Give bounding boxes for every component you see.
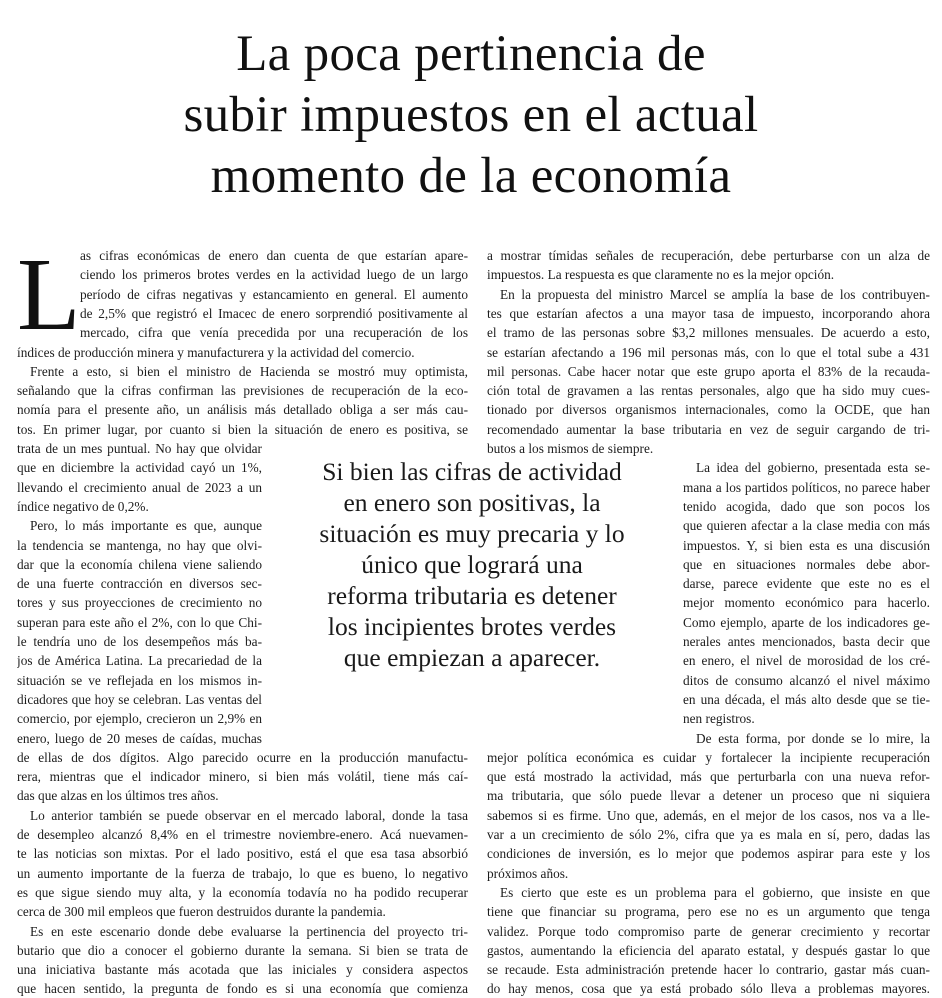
- body-text-line: superan para este año el 2%, con lo que Chi-: [17, 614, 262, 630]
- body-text-line: dar que la economía chilena viene saliendo: [17, 556, 262, 572]
- body-text-line: nen registros.: [683, 711, 755, 727]
- body-text-line: das que alzas en los últimos tres años.: [17, 788, 219, 804]
- body-text-line: próximos años.: [487, 865, 569, 881]
- body-text-line: que en diciembre la actividad cayó un 1%,: [17, 460, 262, 476]
- body-text-line: que está mostrado la actividad, más que perturbarla con una nueva refor-: [487, 769, 930, 785]
- headline-line: La poca pertinencia de: [236, 26, 706, 82]
- body-text-line: índice negativo de 0,2%.: [17, 498, 149, 514]
- body-text-line: es que sigue siendo muy alta, y la economía todavía no ha podido recuperar: [17, 884, 468, 900]
- body-text-line: do hay menos, cosa que ya está probado sólo lleva a problemas mayores.: [487, 981, 930, 997]
- body-text-line: que quieren afectar a la clase media con más: [683, 518, 930, 534]
- body-text-line: as cifras económicas de enero dan cuenta de que estarían apare-: [80, 248, 468, 263]
- body-text-line: ción total de gravamen a las rentas personales, algo que ha sido muy cues-: [487, 383, 930, 399]
- body-text-line: enero, luego de 20 meses de caídas, muchas: [17, 730, 262, 746]
- body-text-line: tenido acogida, dado que son pocos los: [683, 498, 930, 514]
- body-text-line: comercio, por ejemplo, crecieron un 2,9% en: [17, 711, 262, 727]
- body-text-line: se estarían afectando a 196 mil personas más, con lo que el total sube a 431: [487, 344, 930, 360]
- body-text-line: Pero, lo más importante es que, aunque: [30, 518, 262, 534]
- pull-quote-line: situación es muy precaria y lo: [319, 519, 625, 548]
- body-text-line: impuestos. La respuesta es que claramente no es la mejor opción.: [487, 267, 835, 283]
- body-text-line: que en situaciones normales debe abor-: [683, 556, 930, 572]
- body-text-line: a mostrar tímidas señales de recuperación, debe perturbarse con un alza de: [487, 248, 930, 263]
- headline-line: subir impuestos en el actual: [183, 87, 759, 143]
- body-text-line: tiene que financiar su programa, pero ese no es un argumento que tenga: [487, 904, 930, 920]
- body-text-line: tes que estarían afectos a una mayor tasa de impuesto, incorporando ahora: [487, 305, 930, 321]
- body-text-line: situación se ve reflejada en los mismos in-: [17, 672, 262, 688]
- pull-quote-line: único que logrará una: [361, 550, 583, 579]
- body-text-line: período de cifras negativas y estancamiento en general. El aumento: [80, 286, 468, 302]
- body-text-line: de desempleo alcanzó 8,4% en el trimestre noviembre-enero. Acá nuevamen-: [17, 827, 468, 842]
- body-text-line: mejor momento económico para hacerlo.: [683, 595, 930, 611]
- body-text-line: var a un crecimiento de sólo 2%, cifra que ya es mala en sí, pero, dadas las: [487, 827, 930, 842]
- body-text-line: ma tributaria, que sólo puede llevar a detener un proceso que ni siquiera: [487, 788, 930, 804]
- pull-quote-line: que empiezan a aparecer.: [343, 643, 601, 672]
- body-text-line: Lo anterior también se puede observar en el mercado laboral, donde la tasa: [30, 807, 468, 823]
- body-text-line: gastos, aumentando la eficiencia del aparato estatal, y después gastar lo que: [487, 942, 930, 958]
- pull-quote: [262, 456, 682, 673]
- body-text-line: mil personas. Cabe hacer notar que este grupo aporta el 83% de la recauda-: [487, 363, 930, 379]
- body-text-line: De esta forma, por donde se lo mire, la: [696, 730, 930, 746]
- body-text-line: Es cierto que este es un problema para el gobierno, que insiste en que: [500, 884, 930, 900]
- body-text-line: butario que dio a conocer el gobierno durante la semana. Si bien se trata de: [17, 942, 468, 958]
- body-text-line: nomía para el presente año, un análisis más detallado obliga a ser más cau-: [17, 402, 468, 418]
- body-text-line: tionado por diversos organismos internacionales, como la OCDE, que han: [487, 402, 930, 418]
- body-text-line: La idea del gobierno, presentada esta se-: [696, 460, 930, 476]
- body-text-line: en una década, el más alto desde que se tie-: [683, 691, 930, 707]
- body-text-line: mejor política económica es cuidar y fortalecer la incipiente recuperación: [487, 749, 930, 765]
- body-text-line: trata de un mes puntual. No hay que olvidar: [17, 441, 262, 456]
- pull-quote-line: en enero son positivas, la: [343, 488, 601, 517]
- headline-line: momento de la economía: [210, 148, 732, 204]
- body-text-line: nerales antes mencionados, basta decir que: [683, 634, 930, 649]
- body-text-line: te las noticias son mixtas. Por el lado positivo, está el que esa tasa absorbió: [17, 846, 468, 862]
- body-text-line: mercado, cifra que venía precedida por una recuperación de los: [80, 325, 468, 341]
- body-text-line: de una fuerte contracción en diversos sec-: [17, 576, 262, 592]
- body-text-line: En la propuesta del ministro Marcel se amplía la base de los contribuyen-: [500, 286, 930, 302]
- headline: [0, 24, 942, 207]
- body-text-line: la tendencia se mantenga, no hay que olvi-: [17, 537, 262, 553]
- body-text-line: ciendo los primeros brotes verdes en la actividad luego de un largo: [80, 267, 468, 283]
- body-text-line: dicadores que hoy se celebran. Las ventas del: [17, 691, 262, 707]
- body-text-line: llevando el crecimiento anual de 2023 a un: [17, 479, 262, 495]
- body-text-line: butos a los mismos de siempre.: [487, 441, 654, 456]
- body-text-line: una iniciativa bastante más acotada que las iniciales y considera aspectos: [17, 962, 468, 978]
- body-text-line: cerca de 300 mil empleos que fueron destruidos durante la pandemia.: [17, 904, 386, 920]
- body-text-line: condiciones de inversión, es lo mejor que podemos aspirar para este y los: [487, 846, 930, 862]
- body-text-line: impuestos. Y, si bien esta es una discusión: [683, 537, 930, 553]
- body-text-line: recomendado aumentar la base tributaria en vez de seguir cargando de tri-: [487, 421, 930, 437]
- pull-quote-line: reforma tributaria es detener: [327, 581, 617, 610]
- body-text-line: de ellas de dos dígitos. Algo parecido ocurre en la producción manufactu-: [17, 749, 468, 765]
- body-text-line: Es en este escenario donde debe evaluarse la pertinencia del proyecto tri-: [30, 923, 468, 939]
- body-text-line: un aumento importante de la fuerza de trabajo, lo que es bueno, lo negativo: [17, 865, 468, 881]
- body-text-line: tores y sus proyecciones de crecimiento no: [17, 595, 262, 611]
- body-text-line: mana a los partidos políticos, no parece haber: [683, 479, 930, 495]
- body-text-line: rera, mientras que el indicador minero, si bien más volátil, tiene más caí-: [17, 769, 468, 785]
- body-text-line: le tendría uno de los desempeños más ba-: [17, 634, 262, 649]
- drop-cap: L: [17, 237, 81, 352]
- body-text-line: darse, parece evidente que este no es el: [683, 576, 930, 592]
- body-text-line: sabemos si es firme. Uno que, además, en el mejor de los casos, nos va a lle-: [487, 807, 930, 823]
- pull-quote-line: Si bien las cifras de actividad: [322, 457, 622, 486]
- body-text-line: índices de producción minera y manufacturera y la actividad del comercio.: [17, 344, 415, 360]
- body-text-line: jos de América Latina. La precariedad de la: [17, 653, 262, 669]
- body-text-line: validez. Porque todo compromiso parte de generar crecimiento y recortar: [487, 923, 930, 939]
- body-text-line: señalando que la cifras confirman las previsiones de recuperación de la eco-: [17, 383, 468, 399]
- pull-quote-line: los incipientes brotes verdes: [327, 612, 617, 641]
- body-text-line: ditos de consumo alcanzó el nivel máximo: [683, 672, 930, 688]
- body-text-line: Como ejemplo, aparte de los indicadores ge-: [683, 614, 930, 630]
- body-text-line: en enero, el nivel de morosidad de los cré-: [683, 653, 930, 669]
- body-text-line: el tramo de las personas sobre $3,2 millones mensuales. De acuerdo a esto,: [487, 325, 930, 341]
- body-text-line: que hacen sentido, la pregunta de fondo es si una economía que comienza: [17, 981, 468, 997]
- body-text-line: se recaude. Esta administración pretende hacer lo contrario, gastar más cuan-: [487, 962, 930, 978]
- body-text-line: de 2,5% que registró el Imacec de enero sorprendió positivamente al: [80, 305, 468, 321]
- body-text-line: tos. En primer lugar, por cuanto si bien la situación de enero es positiva, se: [17, 421, 468, 437]
- body-text-line: Frente a esto, si bien el ministro de Hacienda se mostró muy optimista,: [30, 363, 468, 379]
